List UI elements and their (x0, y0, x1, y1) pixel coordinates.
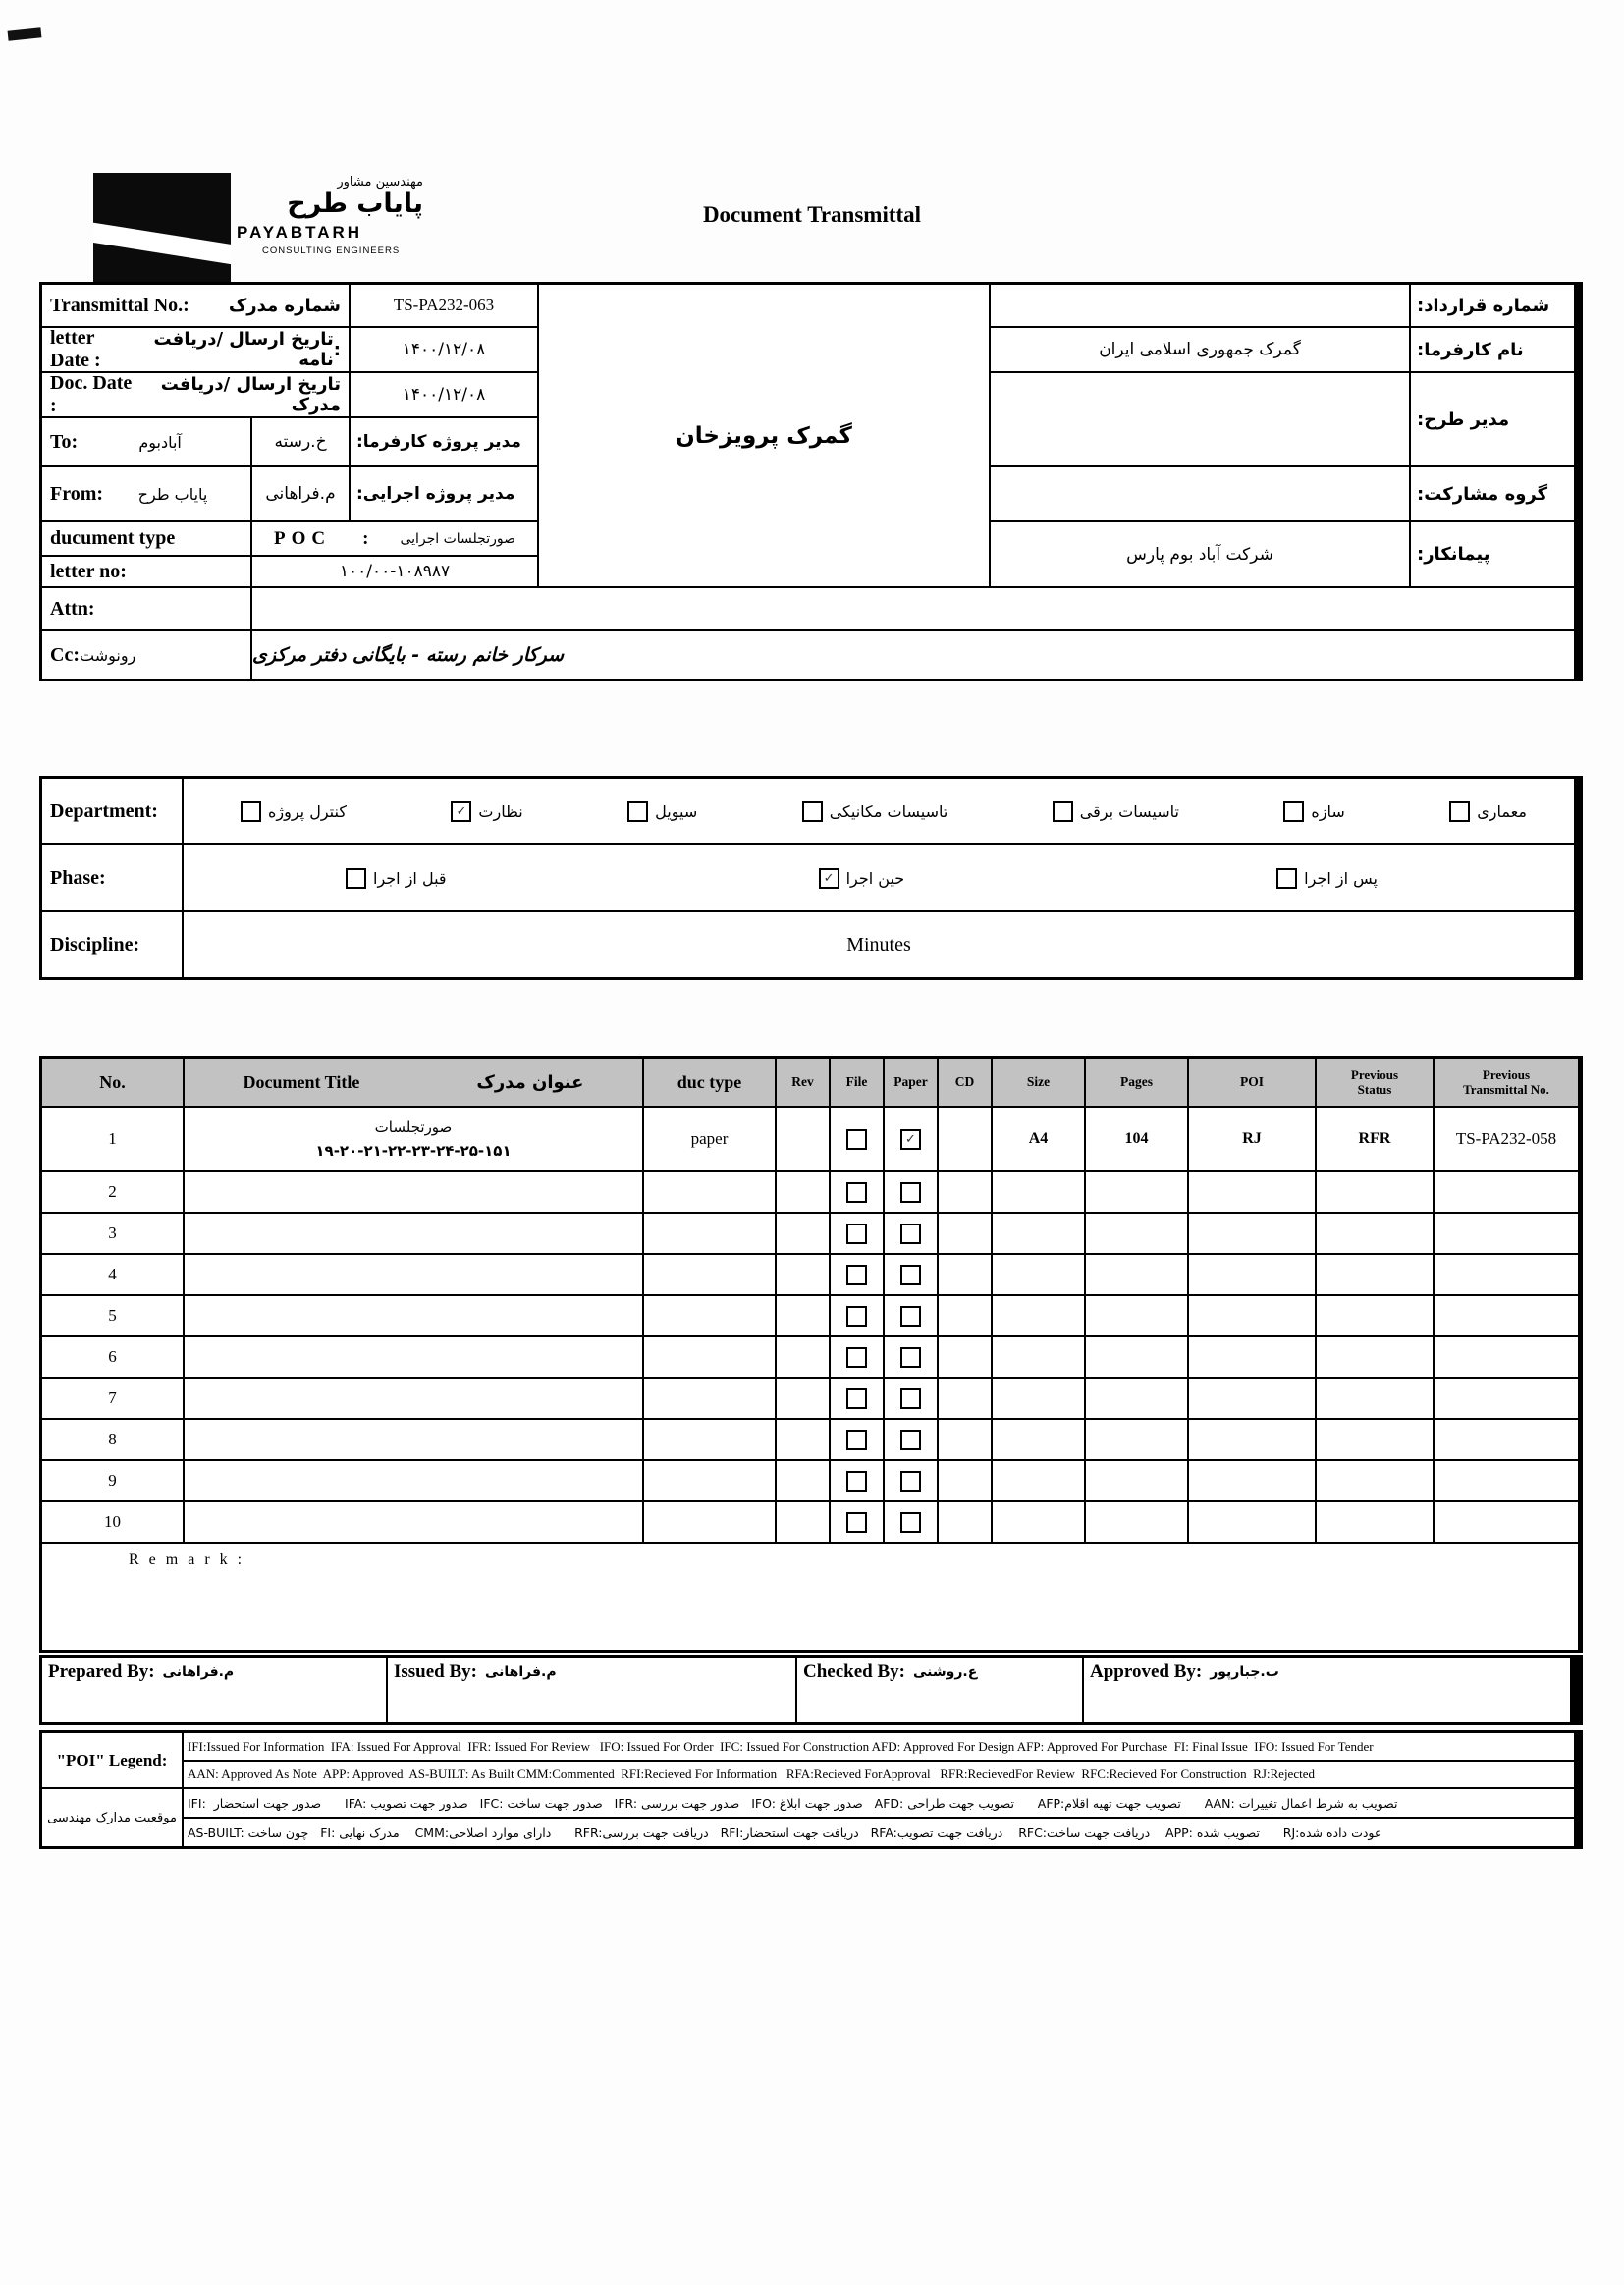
row1-title-line1: صورتجلسات (374, 1118, 453, 1136)
prev-status-line1: Previous (1350, 1067, 1399, 1082)
dept-label-electrical: تاسیسات برقی (1079, 801, 1179, 821)
row10-no: 10 (42, 1502, 183, 1542)
issued-by-label: Issued By: (394, 1661, 477, 1682)
row9-prev-status (1317, 1461, 1433, 1500)
row7-no: 7 (42, 1379, 183, 1418)
row7-prev-status (1317, 1379, 1433, 1418)
prev-status-line2: Status (1357, 1082, 1392, 1097)
company-logo (93, 173, 427, 287)
from-cell (42, 467, 250, 520)
prev-tr-line1: Previous (1482, 1067, 1531, 1082)
row3-paper-cell (885, 1214, 937, 1253)
row6-file-cell (831, 1337, 883, 1377)
checkbox-civil[interactable] (627, 801, 648, 822)
row3-poi (1189, 1214, 1315, 1253)
row8-rev (777, 1420, 829, 1459)
row6-cd (939, 1337, 991, 1377)
row7-file-checkbox[interactable] (846, 1388, 867, 1409)
row2-size (993, 1172, 1084, 1212)
col-header-size: Size (993, 1059, 1084, 1106)
exec-pm-label: مدیر پروژه اجرایی: (351, 467, 537, 520)
doc-status-side-label: موقعیت مدارک مهندسی (42, 1789, 182, 1846)
row10-file-cell (831, 1502, 883, 1542)
col-header-title-fa: عنوان مدرک (476, 1071, 584, 1093)
row4-file-cell (831, 1255, 883, 1294)
doc-date-value: ۱۴۰۰/۱۲/۰۸ (351, 373, 537, 416)
row7-duc-type (644, 1379, 775, 1418)
row6-pages (1086, 1337, 1187, 1377)
phase-label-before: قبل از اجرا (373, 868, 447, 888)
doc-date-label-en: Doc. Date : (50, 373, 133, 416)
row1-file-cell (831, 1108, 883, 1170)
row3-size (993, 1214, 1084, 1253)
row9-rev (777, 1461, 829, 1500)
row5-rev (777, 1296, 829, 1335)
row8-pages (1086, 1420, 1187, 1459)
row2-file-checkbox[interactable] (846, 1182, 867, 1203)
row4-paper-cell (885, 1255, 937, 1294)
row6-duc-type (644, 1337, 775, 1377)
logo-persian-small: مهندسین مشاور (337, 175, 423, 190)
to-value: آبادبوم (138, 432, 182, 452)
phase-label-after: پس از اجرا (1304, 868, 1378, 888)
row1-no: 1 (42, 1108, 183, 1170)
row3-prev-transmittal (1435, 1214, 1578, 1253)
row8-no: 8 (42, 1420, 183, 1459)
poi-legend-table (39, 1730, 1583, 1849)
approved-by-label: Approved By: (1090, 1661, 1203, 1682)
poi-legend-label: "POI" Legend: (42, 1733, 182, 1787)
customer-pm-label: مدیر پروژه کارفرما: (351, 418, 537, 465)
row5-paper-cell (885, 1296, 937, 1335)
dept-label-civil: سیویل (655, 801, 698, 821)
letter-date-value: ۱۴۰۰/۱۲/۰۸ (351, 328, 537, 371)
col-header-no: No. (42, 1059, 183, 1106)
attn-label: Attn: (50, 597, 95, 620)
row1-poi: RJ (1189, 1108, 1315, 1170)
poi-legend-fa-line2: AS-BUILT: چون ساخت FI: مدرک نهایی CMM:دارای موارد اصلاحی RFR:دریافت جهت بررسی RFI:دریافت جهت استحضار RFA:دریافت جهت تصویب RFC:دریافت جهت ساخت APP: تصویب شده RJ:عودت داده شده (184, 1819, 1574, 1846)
row7-pages (1086, 1379, 1187, 1418)
row10-rev (777, 1502, 829, 1542)
letterno-value: ۱۰۰/۰۰-۱۰۸۹۸۷ (252, 557, 537, 586)
classification-table (39, 776, 1583, 980)
row5-pages (1086, 1296, 1187, 1335)
row3-prev-status (1317, 1214, 1433, 1253)
row10-pages (1086, 1502, 1187, 1542)
row10-paper-checkbox[interactable] (900, 1512, 921, 1533)
checkbox-before-execution[interactable] (346, 868, 366, 889)
row1-rev (777, 1108, 829, 1170)
logo-latin-name: PAYABTARH (237, 223, 363, 242)
row9-pages (1086, 1461, 1187, 1500)
approved-by-value: ب.جبارپور (1210, 1664, 1279, 1680)
row1-file-checkbox[interactable] (846, 1129, 867, 1150)
row4-paper-checkbox[interactable] (900, 1265, 921, 1285)
doctype-colon: : (362, 527, 369, 549)
row4-duc-type (644, 1255, 775, 1294)
checked-by-value: ع.روشنی (912, 1664, 978, 1680)
row1-title-line2: ۱۹-۲۰-۲۱-۲۲-۲۳-۲۴-۲۵-۱۵۱ (315, 1142, 512, 1160)
dept-label-supervision: نظارت (478, 801, 523, 821)
checkbox-electrical[interactable] (1053, 801, 1073, 822)
prepared-by-value: م.فراهانی (162, 1664, 235, 1680)
row10-prev-status (1317, 1502, 1433, 1542)
row2-duc-type (644, 1172, 775, 1212)
design-manager-label: مدیر طرح: (1411, 373, 1574, 465)
doctype-label-cell (42, 522, 250, 555)
letter-date-label-cell (42, 328, 349, 371)
row6-poi (1189, 1337, 1315, 1377)
doctype-code: POC (274, 527, 332, 549)
row10-title (185, 1502, 642, 1542)
doctype-value: صورتجلسات اجرایی (400, 530, 515, 547)
from-person: م.فراهانی (252, 467, 349, 520)
cc-label-en: Cc: (50, 643, 80, 666)
to-label: To: (50, 430, 79, 453)
row4-prev-status (1317, 1255, 1433, 1294)
cc-value: سرکار خانم رسته - بایگانی دفتر مرکزی (252, 631, 1574, 679)
from-value: پایاب طرح (137, 484, 208, 504)
row9-size (993, 1461, 1084, 1500)
transmittal-no-label-cell (42, 285, 349, 326)
row6-rev (777, 1337, 829, 1377)
col-header-file: File (831, 1059, 883, 1106)
logo-persian-large: پایاب طرح (287, 189, 423, 219)
row5-title (185, 1296, 642, 1335)
col-header-prev-status (1317, 1059, 1433, 1106)
dept-label-mechanical: تاسیسات مکانیکی (829, 801, 948, 821)
attn-value (252, 588, 1574, 629)
row7-paper-checkbox[interactable] (900, 1388, 921, 1409)
letter-date-label-colon: : (333, 339, 341, 360)
doctype-label: ducument type (50, 527, 176, 549)
doctype-value-cell (252, 522, 537, 555)
row7-title (185, 1379, 642, 1418)
letter-date-label-en: letter Date : (50, 328, 101, 371)
row5-size (993, 1296, 1084, 1335)
col-header-paper: Paper (885, 1059, 937, 1106)
row2-paper-checkbox[interactable] (900, 1182, 921, 1203)
row4-rev (777, 1255, 829, 1294)
approved-by-cell (1084, 1658, 1570, 1722)
poi-legend-en-line2: AAN: Approved As Note APP: Approved AS-BUILT: As Built CMM:Commented RFI:Recieved For Information RFA:Recieved ForApproval RFR:RecievedFor Review RFC:Recieved For Construction RJ:Rejected (184, 1762, 1574, 1787)
row5-poi (1189, 1296, 1315, 1335)
row2-paper-cell (885, 1172, 937, 1212)
row2-pages (1086, 1172, 1187, 1212)
dept-option-mechanical (802, 801, 948, 822)
transmittal-no-label-en: Transmittal No.: (50, 294, 189, 316)
phase-option-before (346, 868, 447, 889)
remark-cell: R e m a r k : (42, 1544, 1578, 1650)
row2-file-cell (831, 1172, 883, 1212)
checkbox-structure[interactable] (1283, 801, 1304, 822)
prev-tr-line2: Transmittal No. (1463, 1082, 1549, 1097)
row4-no: 4 (42, 1255, 183, 1294)
row10-poi (1189, 1502, 1315, 1542)
logo-mark-icon (93, 173, 231, 283)
row7-poi (1189, 1379, 1315, 1418)
row8-file-cell (831, 1420, 883, 1459)
row6-paper-checkbox[interactable] (900, 1347, 921, 1368)
contractor-value: شرکت آباد بوم پارس (991, 522, 1409, 586)
phase-option-after (1276, 868, 1378, 889)
row8-title (185, 1420, 642, 1459)
department-label: Department: (42, 779, 182, 843)
dept-label-architecture: معماری (1477, 801, 1527, 821)
phase-label: Phase: (42, 845, 182, 910)
row6-title (185, 1337, 642, 1377)
row4-cd (939, 1255, 991, 1294)
dept-option-supervision (451, 801, 522, 822)
row8-size (993, 1420, 1084, 1459)
from-label: From: (50, 482, 104, 505)
row3-file-checkbox[interactable] (846, 1224, 867, 1244)
row7-prev-transmittal (1435, 1379, 1578, 1418)
page-title: Document Transmittal (702, 202, 922, 227)
row5-no: 5 (42, 1296, 183, 1335)
issued-by-value: م.فراهانی (485, 1664, 557, 1680)
row3-cd (939, 1214, 991, 1253)
row1-paper-cell (885, 1108, 937, 1170)
checkbox-control-project[interactable] (241, 801, 261, 822)
row5-file-checkbox[interactable] (846, 1306, 867, 1327)
transmittal-no-value: TS-PA232-063 (351, 285, 537, 326)
signature-row (39, 1655, 1583, 1725)
phase-label-during: حین اجرا (845, 868, 905, 888)
row4-title (185, 1255, 642, 1294)
document-list-table (39, 1056, 1583, 1653)
row2-rev (777, 1172, 829, 1212)
attn-label-cell (42, 588, 250, 629)
jv-label: گروه مشارکت: (1411, 467, 1574, 520)
discipline-label: Discipline: (42, 912, 182, 977)
client-name-value: گمرک جمهوری اسلامی ایران (991, 328, 1409, 371)
row2-title (185, 1172, 642, 1212)
scan-artifact (8, 27, 42, 40)
dept-option-civil (627, 801, 697, 822)
row5-prev-status (1317, 1296, 1433, 1335)
logo-subtitle: CONSULTING ENGINEERS (262, 245, 401, 256)
checkbox-during-execution[interactable]: ✓ (819, 868, 839, 889)
row10-file-checkbox[interactable] (846, 1512, 867, 1533)
row10-size (993, 1502, 1084, 1542)
row7-rev (777, 1379, 829, 1418)
row7-size (993, 1379, 1084, 1418)
doc-date-label-fa: تاریخ ارسال /دریافت مدرک (160, 374, 341, 415)
logo-swoosh-icon (93, 221, 231, 266)
row8-paper-cell (885, 1420, 937, 1459)
col-header-cd: CD (939, 1059, 991, 1106)
row1-paper-checkbox[interactable]: ✓ (900, 1129, 921, 1150)
row4-poi (1189, 1255, 1315, 1294)
row9-duc-type (644, 1461, 775, 1500)
design-manager-value (991, 373, 1409, 465)
row10-prev-transmittal (1435, 1502, 1578, 1542)
row8-cd (939, 1420, 991, 1459)
phase-option-during (819, 868, 905, 889)
row8-paper-checkbox[interactable] (900, 1430, 921, 1450)
row6-file-checkbox[interactable] (846, 1347, 867, 1368)
checkbox-architecture[interactable] (1449, 801, 1470, 822)
row4-prev-transmittal (1435, 1255, 1578, 1294)
checkbox-mechanical[interactable] (802, 801, 823, 822)
row9-file-cell (831, 1461, 883, 1500)
row5-cd (939, 1296, 991, 1335)
issued-by-cell (388, 1658, 795, 1722)
row1-duc-type: paper (644, 1108, 775, 1170)
row3-no: 3 (42, 1214, 183, 1253)
row1-prev-status: RFR (1317, 1108, 1433, 1170)
row4-file-checkbox[interactable] (846, 1265, 867, 1285)
poi-legend-fa-line1: IFI: صدور جهت استحضار IFA: صدور جهت تصویب IFC: صدور جهت ساخت IFR: صدور جهت بررسی IFO: صدور جهت ابلاغ AFD: تصویب جهت طراحی AFP:تصویب جهت تهیه اقلام AAN: تصویب به شرط اعمال تغییرات (184, 1789, 1574, 1817)
checked-by-label: Checked By: (803, 1661, 905, 1682)
row3-duc-type (644, 1214, 775, 1253)
row3-paper-checkbox[interactable] (900, 1224, 921, 1244)
col-header-prev-transmittal (1435, 1059, 1578, 1106)
row3-file-cell (831, 1214, 883, 1253)
jv-value (991, 467, 1409, 520)
prepared-by-label: Prepared By: (48, 1661, 155, 1682)
discipline-value: Minutes (184, 912, 1574, 977)
letterno-label: letter no: (50, 560, 127, 582)
doc-date-label-cell (42, 373, 349, 416)
row5-file-cell (831, 1296, 883, 1335)
row9-prev-transmittal (1435, 1461, 1578, 1500)
row9-paper-checkbox[interactable] (900, 1471, 921, 1492)
row1-size: A4 (993, 1108, 1084, 1170)
row2-prev-status (1317, 1172, 1433, 1212)
dept-label-structure: سازه (1311, 801, 1345, 821)
dept-option-structure (1283, 801, 1344, 822)
dept-option-electrical (1053, 801, 1179, 822)
row1-title (185, 1108, 642, 1170)
row1-pages: 104 (1086, 1108, 1187, 1170)
row7-cd (939, 1379, 991, 1418)
row1-cd (939, 1108, 991, 1170)
dept-option-control-project (241, 801, 347, 822)
cc-label-fa: رونوشت (79, 645, 136, 665)
row10-duc-type (644, 1502, 775, 1542)
row8-file-checkbox[interactable] (846, 1430, 867, 1450)
row9-poi (1189, 1461, 1315, 1500)
row9-title (185, 1461, 642, 1500)
row7-paper-cell (885, 1379, 937, 1418)
checkbox-after-execution[interactable] (1276, 868, 1297, 889)
to-person: خ.رسته (252, 418, 349, 465)
col-header-duc-type: duc type (644, 1059, 775, 1106)
cc-label-cell (42, 631, 250, 679)
row7-file-cell (831, 1379, 883, 1418)
phase-options (184, 845, 1574, 910)
letter-date-label-fa: تاریخ ارسال /دریافت نامه (153, 329, 334, 370)
dept-label-control-project: کنترل پروژه (268, 801, 347, 821)
row4-pages (1086, 1255, 1187, 1294)
row2-cd (939, 1172, 991, 1212)
project-name-cell: گمرک پرویزخان (539, 285, 989, 586)
dept-option-architecture (1449, 801, 1527, 822)
transmittal-info-table (39, 282, 1583, 681)
department-options (184, 779, 1574, 843)
row3-title (185, 1214, 642, 1253)
transmittal-no-label-fa: شماره مدرک (228, 295, 341, 316)
row3-pages (1086, 1214, 1187, 1253)
letterno-label-cell (42, 557, 250, 586)
row8-duc-type (644, 1420, 775, 1459)
col-header-pages: Pages (1086, 1059, 1187, 1106)
checked-by-cell (797, 1658, 1082, 1722)
row9-no: 9 (42, 1461, 183, 1500)
row9-cd (939, 1461, 991, 1500)
col-header-poi: POI (1189, 1059, 1315, 1106)
row3-rev (777, 1214, 829, 1253)
row5-duc-type (644, 1296, 775, 1335)
row8-poi (1189, 1420, 1315, 1459)
poi-legend-en-line1: IFI:Issued For Information IFA: Issued For Approval IFR: Issued For Review IFO: Issued For Order IFC: Issued For Construction AFD: Approved For Design AFP: Approved For Purchase FI: Final Issue IFO: Issued For Tender (184, 1733, 1574, 1760)
checkbox-supervision[interactable]: ✓ (451, 801, 471, 822)
row6-prev-status (1317, 1337, 1433, 1377)
row6-no: 6 (42, 1337, 183, 1377)
row10-paper-cell (885, 1502, 937, 1542)
row5-prev-transmittal (1435, 1296, 1578, 1335)
row5-paper-checkbox[interactable] (900, 1306, 921, 1327)
col-header-title-en: Document Title (243, 1071, 360, 1092)
row6-prev-transmittal (1435, 1337, 1578, 1377)
row9-paper-cell (885, 1461, 937, 1500)
col-header-rev: Rev (777, 1059, 829, 1106)
row8-prev-status (1317, 1420, 1433, 1459)
to-cell (42, 418, 250, 465)
contract-no-label: شماره قرارداد: (1411, 285, 1574, 326)
row8-prev-transmittal (1435, 1420, 1578, 1459)
row9-file-checkbox[interactable] (846, 1471, 867, 1492)
col-header-title (185, 1059, 642, 1106)
row2-poi (1189, 1172, 1315, 1212)
row6-paper-cell (885, 1337, 937, 1377)
row2-prev-transmittal (1435, 1172, 1578, 1212)
row10-cd (939, 1502, 991, 1542)
row4-size (993, 1255, 1084, 1294)
contractor-label: پیمانکار: (1411, 522, 1574, 586)
row2-no: 2 (42, 1172, 183, 1212)
client-name-label: نام کارفرما: (1411, 328, 1574, 371)
row1-prev-transmittal: TS-PA232-058 (1435, 1108, 1578, 1170)
prepared-by-cell (42, 1658, 386, 1722)
contract-no-value (991, 285, 1409, 326)
row6-size (993, 1337, 1084, 1377)
